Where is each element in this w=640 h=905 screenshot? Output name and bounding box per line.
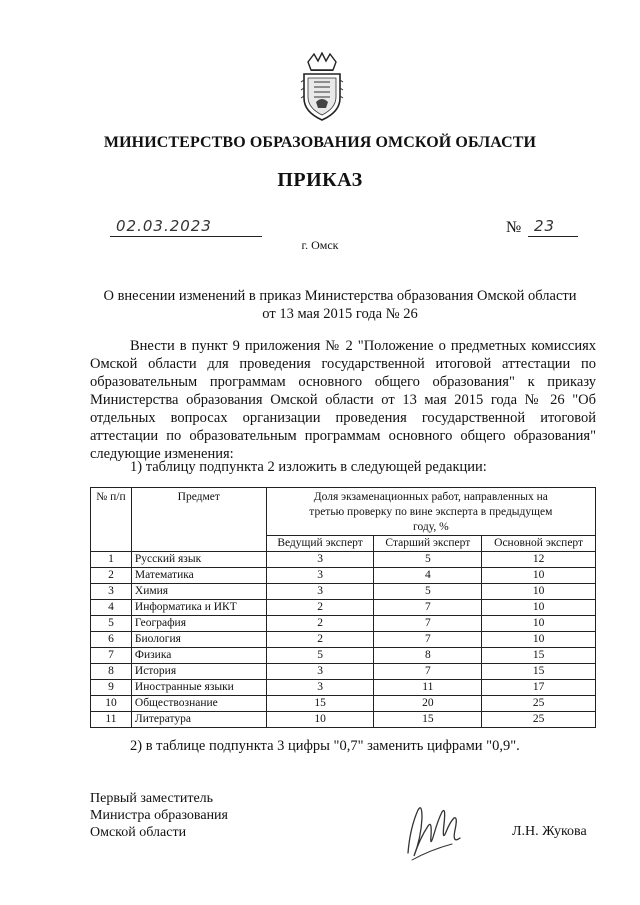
row-lead-expert-value: 5 — [266, 648, 374, 664]
table-row — [91, 552, 596, 568]
row-lead-expert-value: 2 — [266, 600, 374, 616]
row-senior-expert-value: 7 — [374, 664, 482, 680]
table-row — [91, 696, 596, 712]
table-row — [91, 584, 596, 600]
row-number: 10 — [91, 696, 132, 712]
row-main-expert-value: 10 — [482, 616, 596, 632]
row-subject: География — [131, 616, 266, 632]
position-line-3: Омской области — [90, 825, 187, 840]
row-subject: Иностранные языки — [131, 680, 266, 696]
table-row — [91, 712, 596, 728]
handwritten-signature — [400, 798, 470, 868]
row-subject: Биология — [131, 632, 266, 648]
order-subject — [60, 287, 620, 323]
number-label: № — [506, 219, 522, 236]
table-row — [91, 680, 596, 696]
table-row — [91, 568, 596, 584]
row-senior-expert-value: 15 — [374, 712, 482, 728]
row-subject: История — [131, 664, 266, 680]
row-senior-expert-value: 7 — [374, 616, 482, 632]
point-2: 2) в таблице подпункта 3 цифры "0,7" заменить цифрами "0,9". — [130, 738, 520, 754]
table-row — [91, 664, 596, 680]
col-header-number: № п/п — [91, 488, 132, 552]
row-subject: Химия — [131, 584, 266, 600]
body-paragraph: Внести в пункт 9 приложения № 2 "Положение о предметных комиссиях Омской области для проведения государственной итоговой аттестации по образовательным программам основного общего образования" к приказу Министерства образования Омской области от 13 мая 2015 года № 26 "Об отдельных вопросах организации проведения государственной итоговой аттестации по образовательным программам основного общего образования" следующие изменения: — [90, 338, 596, 462]
table-row — [91, 632, 596, 648]
row-lead-expert-value: 2 — [266, 632, 374, 648]
col-header-main-expert: Основной эксперт — [482, 536, 596, 552]
order-number: 23 — [534, 217, 556, 235]
row-lead-expert-value: 15 — [266, 696, 374, 712]
row-number: 5 — [91, 616, 132, 632]
row-number: 2 — [91, 568, 132, 584]
row-lead-expert-value: 3 — [266, 568, 374, 584]
row-senior-expert-value: 11 — [374, 680, 482, 696]
position-line-1: Первый заместитель — [90, 791, 214, 806]
position-line-2: Министра образования — [90, 808, 228, 823]
col-header-senior-expert: Старший эксперт — [374, 536, 482, 552]
row-subject: Русский язык — [131, 552, 266, 568]
row-number: 3 — [91, 584, 132, 600]
row-senior-expert-value: 7 — [374, 600, 482, 616]
row-lead-expert-value: 3 — [266, 664, 374, 680]
row-number: 4 — [91, 600, 132, 616]
row-subject: Математика — [131, 568, 266, 584]
row-senior-expert-value: 4 — [374, 568, 482, 584]
row-subject: Обществознание — [131, 696, 266, 712]
row-subject: Литература — [131, 712, 266, 728]
point-1: 1) таблицу подпункта 2 изложить в следующей редакции: — [130, 459, 487, 475]
table-row — [91, 648, 596, 664]
row-main-expert-value: 10 — [482, 568, 596, 584]
row-main-expert-value: 12 — [482, 552, 596, 568]
signer-name: Л.Н. Жукова — [512, 824, 587, 839]
row-main-expert-value: 25 — [482, 712, 596, 728]
row-number: 6 — [91, 632, 132, 648]
table-row — [91, 616, 596, 632]
document-type-title: ПРИКАЗ — [277, 169, 363, 191]
row-lead-expert-value: 2 — [266, 616, 374, 632]
row-main-expert-value: 10 — [482, 584, 596, 600]
row-senior-expert-value: 5 — [374, 552, 482, 568]
order-date: 02.03.2023 — [116, 217, 212, 235]
subject-line-2: от 13 мая 2015 года № 26 — [262, 306, 418, 322]
row-main-expert-value: 15 — [482, 664, 596, 680]
row-main-expert-value: 25 — [482, 696, 596, 712]
subject-line-1: О внесении изменений в приказ Министерства образования Омской области — [103, 288, 577, 304]
row-lead-expert-value: 10 — [266, 712, 374, 728]
row-senior-expert-value: 7 — [374, 632, 482, 648]
row-lead-expert-value: 3 — [266, 584, 374, 600]
row-number: 11 — [91, 712, 132, 728]
row-number: 1 — [91, 552, 132, 568]
row-main-expert-value: 17 — [482, 680, 596, 696]
row-senior-expert-value: 8 — [374, 648, 482, 664]
row-senior-expert-value: 20 — [374, 696, 482, 712]
row-lead-expert-value: 3 — [266, 552, 374, 568]
row-number: 9 — [91, 680, 132, 696]
col-header-lead-expert: Ведущий эксперт — [266, 536, 374, 552]
row-main-expert-value: 10 — [482, 632, 596, 648]
row-main-expert-value: 15 — [482, 648, 596, 664]
col-header-subject: Предмет — [131, 488, 266, 552]
row-main-expert-value: 10 — [482, 600, 596, 616]
omsk-coat-of-arms-emblem — [300, 52, 344, 122]
row-number: 8 — [91, 664, 132, 680]
row-senior-expert-value: 5 — [374, 584, 482, 600]
row-number: 7 — [91, 648, 132, 664]
table-row — [91, 600, 596, 616]
row-lead-expert-value: 3 — [266, 680, 374, 696]
col-header-group: Доля экзаменационных работ, направленных на третью проверку по вине эксперта в предыдущем году, % — [266, 488, 595, 536]
third-check-share-table — [90, 487, 596, 728]
row-subject: Информатика и ИКТ — [131, 600, 266, 616]
ministry-name: МИНИСТЕРСТВО ОБРАЗОВАНИЯ ОМСКОЙ ОБЛАСТИ — [103, 134, 537, 151]
row-subject: Физика — [131, 648, 266, 664]
table-body — [91, 552, 596, 728]
city: г. Омск — [301, 238, 339, 252]
signer-position — [90, 790, 228, 841]
